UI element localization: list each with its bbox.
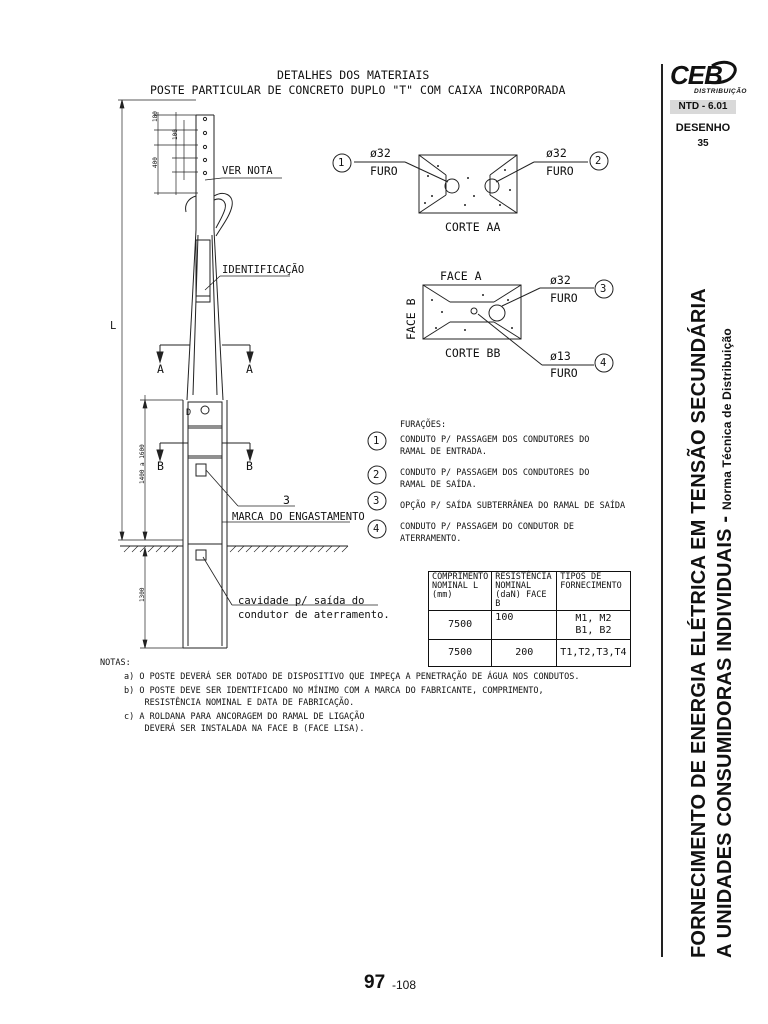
ref-4-number: 4 — [600, 357, 607, 369]
title-line-2 — [714, 288, 737, 958]
bb-top-furo: FURO — [550, 291, 578, 305]
page-total: -108 — [392, 978, 417, 992]
section-a-left: A — [157, 362, 164, 376]
title-line-2-sub: Norma Técnica de Distribuição — [720, 328, 734, 510]
bb-top-diameter: ø32 — [550, 273, 571, 287]
furacao-2-number: 2 — [373, 469, 380, 481]
bb-bottom-furo: FURO — [550, 366, 578, 380]
face-a-label: FACE A — [440, 269, 482, 283]
section-a-markers — [157, 345, 253, 362]
furacoes-heading: FURAÇÕES: — [400, 420, 447, 430]
table-cell: 7500 — [429, 611, 492, 640]
sidebar-divider — [661, 64, 663, 957]
section-b-left: B — [157, 459, 164, 473]
table-row — [429, 640, 631, 667]
furacao-2-line1: CONDUTO P/ PASSAGEM DOS CONDUTORES DO — [400, 468, 590, 478]
logo-text: CEB — [670, 60, 722, 90]
bb-bottom-diameter: ø13 — [550, 349, 571, 363]
furacao-3-number: 3 — [373, 495, 380, 507]
identificacao-label: IDENTIFICAÇÃO — [222, 264, 305, 276]
furacao-1-line1: CONDUTO P/ PASSAGEM DOS CONDUTORES DO — [400, 435, 590, 445]
length-label: L — [110, 320, 117, 332]
table-cell: 200 — [492, 640, 557, 667]
furacao-4-line1: CONDUTO P/ PASSAGEM DO CONDUTOR DE — [400, 522, 574, 532]
page-number: 97 — [364, 972, 386, 993]
pole-box-label: D — [186, 408, 192, 418]
furacao-1-line2: RAMAL DE ENTRADA. — [400, 447, 487, 457]
furacao-2-line2: RAMAL DE SAÍDA. — [400, 480, 477, 490]
dim-top2: 100 — [172, 129, 179, 140]
title-line-1: FORNECIMENTO DE ENERGIA ELÉTRICA EM TENSÃO SECUNDÁRIA — [688, 288, 710, 958]
section-b-right: B — [246, 459, 253, 473]
table-cell: T1,T2,T3,T4 — [557, 640, 630, 667]
corte-aa-label: CORTE AA — [445, 220, 501, 234]
drawing-title: DETALHES DOS MATERIAIS — [277, 68, 430, 82]
document-title — [688, 288, 737, 958]
table-cell: M1, M2 B1, B2 — [557, 611, 630, 640]
leader-lines — [203, 178, 378, 605]
top-dimensions — [154, 112, 198, 195]
drawing-subtitle: POSTE PARTICULAR DE CONCRETO DUPLO "T" COM CAIXA INCORPORADA — [150, 83, 566, 97]
dim-top1: 180 — [152, 111, 159, 122]
header-resistencia: RESISTÊNCIA NOMINAL (daN) FACE B — [492, 572, 557, 611]
bottom-dimension — [140, 548, 183, 648]
dim-mid: 1400 a 1600 — [139, 444, 146, 484]
header-comprimento: COMPRIMENTO NOMINAL L (mm) — [429, 572, 492, 611]
section-b-markers — [157, 443, 253, 460]
logo-subtext: DISTRIBUIÇÃO — [694, 88, 747, 95]
title-line-2-main: A UNIDADES CONSUMIDORAS INDIVIDUAIS - — [714, 510, 736, 958]
furacao-3-line1: OPÇÃO P/ SAÍDA SUBTERRÂNEA DO RAMAL DE SAÍDA — [400, 501, 626, 511]
aa-right-diameter: ø32 — [546, 146, 567, 160]
cavidade-line1: cavidade p/ saída do — [238, 595, 365, 607]
aa-left-diameter: ø32 — [370, 146, 391, 160]
cavidade-line2: condutor de aterramento. — [238, 609, 390, 621]
furacao-4-line2: ATERRAMENTO. — [400, 534, 462, 544]
table-cell: 100 — [492, 611, 557, 640]
face-b-label: FACE B — [404, 298, 418, 340]
specification-table — [428, 571, 631, 667]
dim-bottom: 1300 — [139, 587, 146, 602]
ver-nota-label: VER NOTA — [222, 165, 273, 177]
note-line-c2: DEVERÁ SER INSTALADA NA FACE B (FACE LISA). — [124, 724, 365, 734]
corte-aa-drawing — [333, 152, 608, 213]
aa-left-furo: FURO — [370, 164, 398, 178]
note-line-c: c) A ROLDANA PARA ANCORAGEM DO RAMAL DE LIGAÇÃO — [124, 712, 365, 722]
note-line-b2: RESISTÊNCIA NOMINAL E DATA DE FABRICAÇÃO. — [124, 698, 355, 708]
dim-top3: 400 — [152, 157, 159, 168]
ceb-logo — [668, 60, 747, 96]
table-row — [429, 611, 631, 640]
aa-right-furo: FURO — [546, 164, 574, 178]
ref-2-number: 2 — [595, 155, 602, 167]
pole-outline — [183, 115, 232, 648]
table-cell: 7500 — [429, 640, 492, 667]
corte-bb-label: CORTE BB — [445, 346, 501, 360]
marca-engastamento-label: MARCA DO ENGASTAMENTO — [232, 511, 365, 523]
furacao-1-number: 1 — [373, 435, 380, 447]
ground-line — [120, 546, 348, 552]
notes-heading: NOTAS: — [100, 658, 131, 668]
drawing-number: 35 — [697, 138, 709, 149]
header-tipos: TIPOS DE FORNECIMENTO — [557, 572, 630, 611]
note-line-a: a) O POSTE DEVERÁ SER DOTADO DE DISPOSITIVO QUE IMPEÇA A PENETRAÇÃO DE ÁGUA NOS CONDUTOS. — [124, 672, 580, 682]
furacao-4-number: 4 — [373, 523, 380, 535]
ref-1-number: 1 — [338, 157, 345, 169]
note-line-b: b) O POSTE DEVE SER IDENTIFICADO NO MÍNIMO COM A MARCA DO FABRICANTE, COMPRIMENTO, — [124, 686, 544, 696]
ref-3-number: 3 — [600, 283, 607, 295]
drawing-label: DESENHO — [675, 122, 731, 134]
ref-3-label: 3 — [283, 493, 290, 507]
ntd-code-badge: NTD - 6.01 — [670, 100, 736, 114]
table-header-row — [429, 572, 631, 611]
section-a-right: A — [246, 362, 253, 376]
